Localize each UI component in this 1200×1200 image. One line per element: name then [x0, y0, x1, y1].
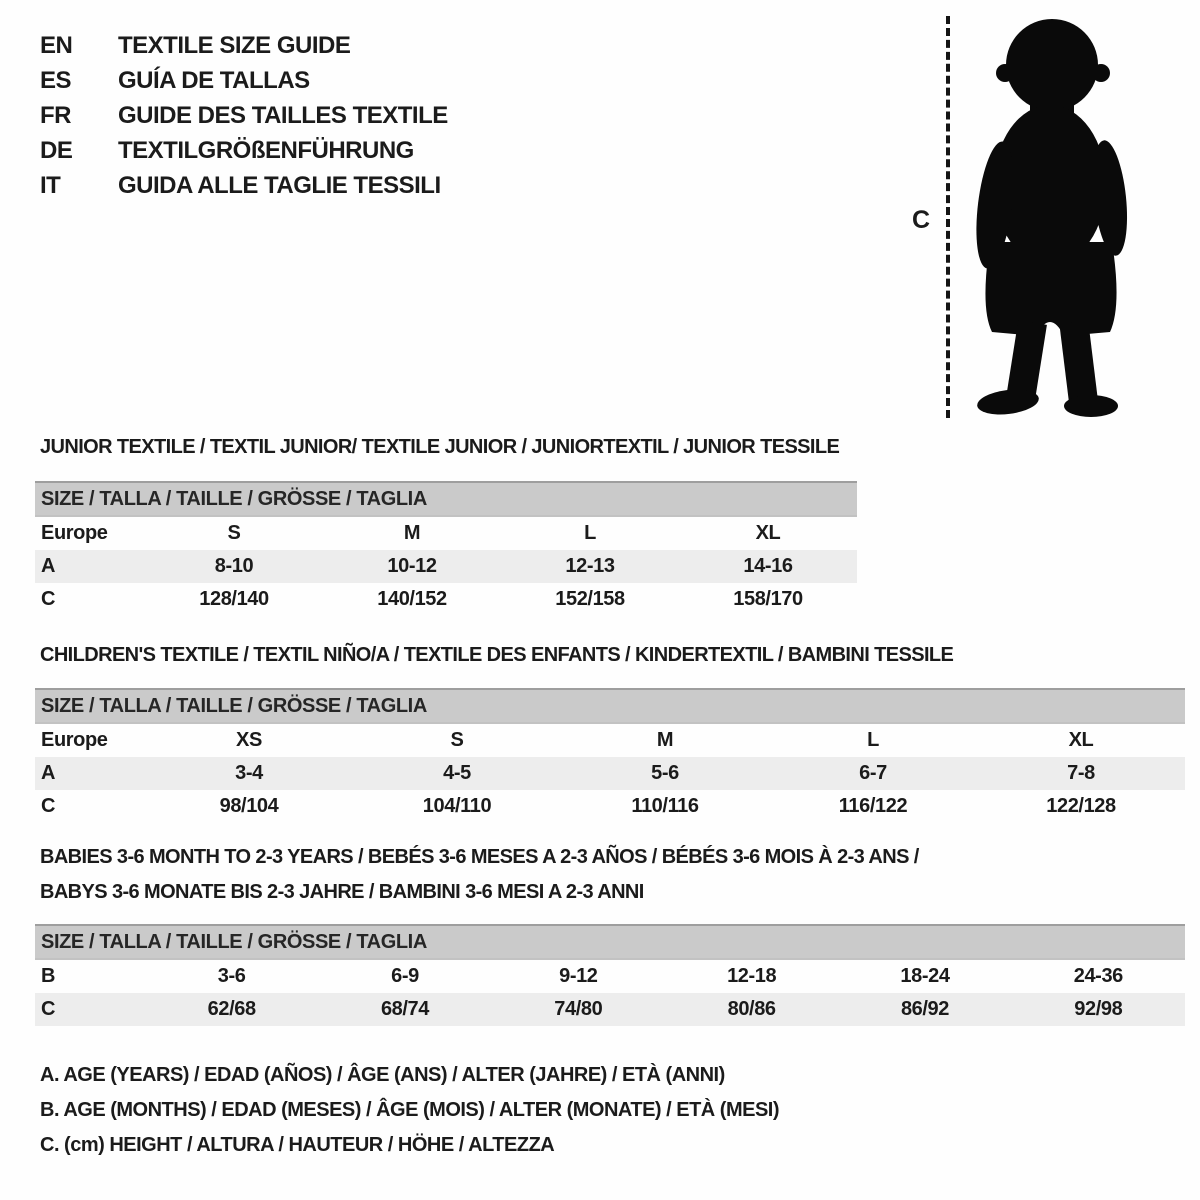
size-header-row	[35, 482, 857, 516]
legend-line-c: C. (cm) HEIGHT / ALTURA / HAUTEUR / HÖHE / ALTEZZA	[40, 1134, 555, 1156]
lang-row-es	[40, 63, 448, 98]
cell: 4-5	[353, 757, 561, 790]
cell: 68/74	[318, 993, 491, 1026]
cell: 9-12	[559, 965, 598, 987]
row-label: A	[35, 550, 145, 583]
cell: L	[867, 729, 879, 751]
table-row	[35, 516, 857, 550]
table-row	[35, 959, 1185, 993]
measurement-legend	[40, 1064, 779, 1169]
cell: 24-36	[1073, 965, 1123, 987]
cell: 80/86	[665, 993, 838, 1026]
cell: 140/152	[377, 588, 447, 610]
lang-code: EN	[40, 31, 73, 59]
size-header-label: SIZE / TALLA / TAILLE / GRÖSSE / TAGLIA	[35, 482, 857, 516]
table-row	[35, 757, 1185, 790]
cell: 12-13	[501, 550, 679, 583]
row-label: C	[41, 588, 56, 610]
size-header-row	[35, 689, 1185, 723]
cell: XL	[1068, 729, 1094, 751]
row-label: B	[41, 965, 56, 987]
cell: 104/110	[422, 795, 492, 817]
cell: 12-18	[727, 965, 777, 987]
babies-size-table	[35, 924, 1185, 1026]
lang-label: TEXTILE SIZE GUIDE	[118, 31, 351, 59]
table-row	[35, 790, 1185, 823]
cell: 14-16	[679, 550, 857, 583]
lang-code: DE	[40, 136, 73, 164]
row-label: C	[41, 795, 56, 817]
cell: 74/80	[492, 993, 665, 1026]
cell: 62/68	[145, 993, 318, 1026]
junior-section-title: JUNIOR TEXTILE / TEXTIL JUNIOR/ TEXTILE JUNIOR / JUNIORTEXTIL / JUNIOR TESSILE	[40, 436, 840, 458]
children-size-table	[35, 688, 1185, 823]
height-dashed-line	[946, 16, 950, 418]
lang-label: GUIDA ALLE TAGLIE TESSILI	[118, 171, 441, 199]
table-row	[35, 550, 857, 583]
lang-row-en	[40, 28, 448, 63]
lang-row-fr	[40, 98, 448, 133]
cell: 10-12	[323, 550, 501, 583]
cell: 158/170	[733, 588, 803, 610]
cell: 152/158	[555, 588, 625, 610]
row-label: Europe	[41, 522, 108, 544]
size-header-label: SIZE / TALLA / TAILLE / GRÖSSE / TAGLIA	[35, 689, 1185, 723]
lang-label: GUIDE DES TAILLES TEXTILE	[118, 101, 448, 129]
cell: 92/98	[1012, 993, 1185, 1026]
lang-code: FR	[40, 101, 71, 129]
cell: 5-6	[561, 757, 769, 790]
cell: 7-8	[977, 757, 1185, 790]
cell: M	[403, 522, 421, 544]
cell: 3-6	[217, 965, 246, 987]
lang-row-it	[40, 168, 448, 203]
cell: M	[656, 729, 674, 751]
cell: S	[227, 522, 241, 544]
row-label: C	[35, 993, 145, 1026]
lang-code: ES	[40, 66, 72, 94]
cell: 6-9	[391, 965, 419, 987]
table-row	[35, 993, 1185, 1026]
cell: 3-4	[145, 757, 353, 790]
cell: S	[450, 729, 464, 751]
cell: XL	[755, 522, 781, 544]
cell: 116/122	[838, 795, 908, 817]
children-section-title: CHILDREN'S TEXTILE / TEXTIL NIÑO/A / TEXTILE DES ENFANTS / KINDERTEXTIL / BAMBINI TESSILE	[40, 644, 954, 666]
babies-section-title-line2: BABYS 3-6 MONATE BIS 2-3 JAHRE / BAMBINI 3-6 MESI A 2-3 ANNI	[40, 881, 644, 903]
babies-section-title-line1: BABIES 3-6 MONTH TO 2-3 YEARS / BEBÉS 3-6 MESES A 2-3 AÑOS / BÉBÉS 3-6 MOIS À 2-3 ANS /	[40, 846, 919, 868]
table-row	[35, 723, 1185, 757]
cell: 86/92	[838, 993, 1011, 1026]
cell: L	[584, 522, 596, 544]
cell: 128/140	[199, 588, 269, 610]
cell: 8-10	[145, 550, 323, 583]
lang-label: GUÍA DE TALLAS	[118, 66, 310, 94]
size-header-label: SIZE / TALLA / TAILLE / GRÖSSE / TAGLIA	[35, 925, 1185, 959]
baby-silhouette-icon	[962, 10, 1140, 425]
cell: 18-24	[900, 965, 950, 987]
cell: 6-7	[769, 757, 977, 790]
legend-line-a: A. AGE (YEARS) / EDAD (AÑOS) / ÂGE (ANS) / ALTER (JAHRE) / ETÀ (ANNI)	[40, 1064, 725, 1086]
table-row	[35, 583, 857, 616]
cell: 110/116	[631, 795, 699, 817]
lang-label: TEXTILGRÖßENFÜHRUNG	[118, 136, 414, 164]
cell: 122/128	[1046, 795, 1116, 817]
lang-row-de	[40, 133, 448, 168]
row-label: Europe	[41, 729, 108, 751]
cell: XS	[236, 729, 262, 751]
language-list	[40, 28, 448, 203]
height-measure-label: C	[912, 206, 931, 234]
legend-line-b: B. AGE (MONTHS) / EDAD (MESES) / ÂGE (MOIS) / ALTER (MONATE) / ETÀ (MESI)	[40, 1099, 780, 1121]
lang-code: IT	[40, 171, 61, 199]
junior-size-table	[35, 481, 857, 616]
size-header-row	[35, 925, 1185, 959]
row-label: A	[35, 757, 145, 790]
cell: 98/104	[219, 795, 279, 817]
